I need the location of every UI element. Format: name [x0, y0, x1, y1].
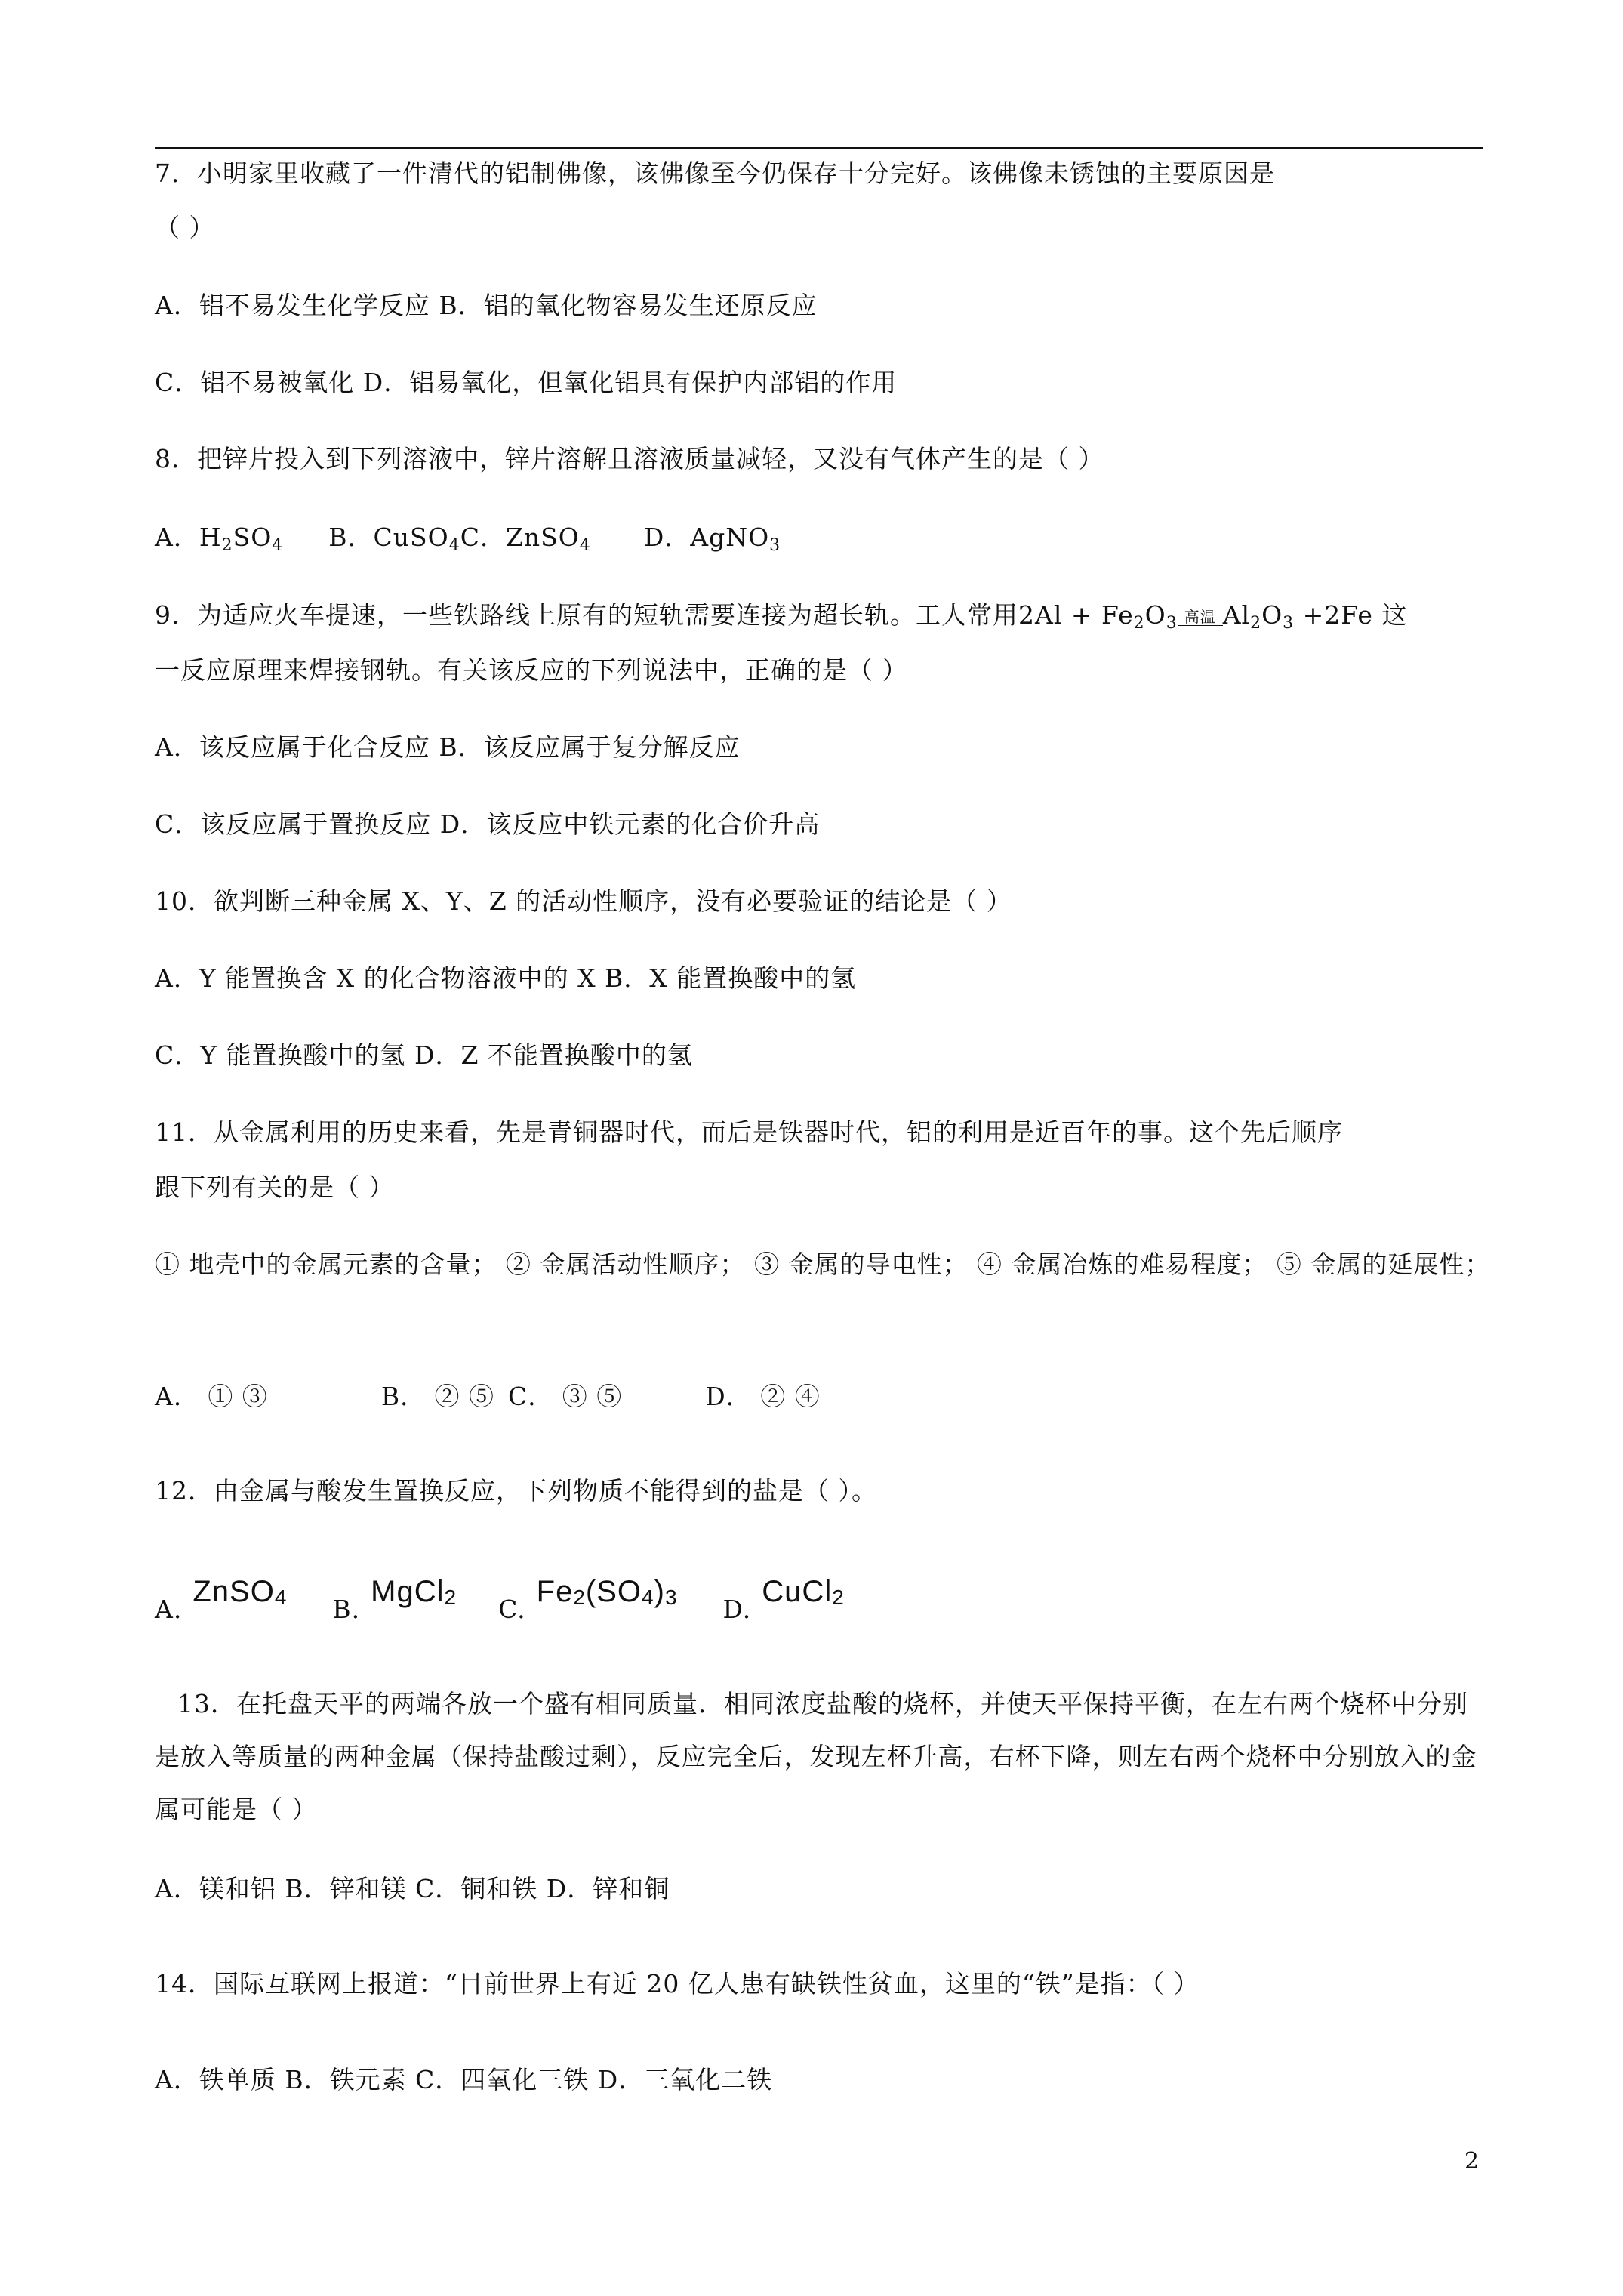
page-number: 2 — [1464, 2148, 1480, 2174]
q11-option-d: D． ② ④ — [705, 1382, 821, 1411]
q11-stem-line2: 跟下列有关的是（ ） — [155, 1173, 395, 1202]
q9-stem-line1: 9．为适应火车提速，一些铁路线上原有的短轨需要连接为超长轨。工人常用$2Al + Fe_2O_3$ 高温 $Al_2O_3 +2Fe$ 这 — [155, 600, 1408, 633]
q10-stem: 10．欲判断三种金属 X、Y、Z 的活动性顺序，没有必要验证的结论是（ ） — [155, 886, 1012, 916]
q12-options — [155, 1575, 845, 1625]
q7-stem-line1: 7．小明家里收藏了一件清代的铝制佛像，该佛像至今仍保存十分完好。该佛像未锈蚀的主要原因是 — [155, 159, 1275, 188]
q11-items: ① 地壳中的金属元素的含量； ② 金属活动性顺序； ③ 金属的导电性； ④ 金属冶炼的难易程度； ⑤ 金属的延展性； — [155, 1250, 1491, 1279]
header-rule — [155, 147, 1483, 149]
q9-equation: $2Al + Fe_2O_3$ 高温 $Al_2O_3 +2Fe$ 这 — [1018, 600, 1408, 633]
q11-option-a: A． ① ③ — [155, 1382, 268, 1411]
q7-options-cd: C．铝不易被氧化 D．铝易氧化，但氧化铝具有保护内部铝的作用 — [155, 368, 898, 397]
q13-stem: 13．在托盘天平的两端各放一个盛有相同质量．相同浓度盐酸的烧杯，并使天平保持平衡，在左右两个烧杯中分别是放入等质量的两种金属（保持盐酸过剩），反应完全后，发现左杯升高，右杯下降，则左右两个烧杯中分别放入的金属可能是（ ） — [155, 1689, 1477, 1824]
q10-options-ab: A．Y 能置换含 X 的化合物溶液中的 X B．X 能置换酸中的氢 — [155, 963, 857, 993]
q7-options-ab: A．铝不易发生化学反应 B．铝的氧化物容易发生还原反应 — [155, 291, 818, 320]
q11-options — [155, 1382, 821, 1412]
q9-options-ab: A．该反应属于化合反应 B．该反应属于复分解反应 — [155, 732, 741, 762]
q11-option-c: C． ③ ⑤ — [508, 1382, 623, 1411]
q9-reaction-condition: 高温 — [1178, 609, 1223, 626]
q8-option-c: C．ZnSO$_4$ — [460, 522, 591, 555]
q12-stem: 12．由金属与酸发生置换反应，下列物质不能得到的盐是（ ）。 — [155, 1476, 877, 1505]
q9-options-cd: C．该反应属于置换反应 D．该反应中铁元素的化合价升高 — [155, 809, 821, 839]
q14-options: A．铁单质 B．铁元素 C．四氧化三铁 D．三氧化二铁 — [155, 2065, 773, 2094]
q9-stem-line2: 一反应原理来焊接钢轨。有关该反应的下列说法中，正确的是（ ） — [155, 655, 908, 685]
q13-options: A．镁和铝 B．锌和镁 C．铜和铁 D．锌和铜 — [155, 1874, 670, 1903]
q14-stem: 14．国际互联网上报道：“目前世界上有近 20 亿人患有缺铁性贫血，这里的“铁”是指：（ ） — [155, 1969, 1200, 1999]
q8-option-a: A．$H_2SO_4$ — [155, 522, 284, 555]
q12-option-c: $C.Fe_2(SO_4)_3$ — [498, 1575, 678, 1624]
q8-option-b: B．CuSO$_4$ — [328, 522, 460, 555]
q12-option-a: A.ZnSO$_4$ — [155, 1575, 288, 1624]
q11-option-b: B． ② ⑤ — [380, 1382, 495, 1411]
q12-option-d: D.CuCl$_2$ — [722, 1575, 845, 1624]
q8-option-d: D．AgNO$_3$ — [643, 522, 781, 555]
q7-stem-line2: （ ） — [155, 213, 215, 242]
q8-stem: 8．把锌片投入到下列溶液中，锌片溶解且溶液质量减轻，又没有气体产生的是（ ） — [155, 444, 1104, 473]
q11-stem-line1: 11．从金属利用的历史来看，先是青铜器时代，而后是铁器时代，铝的利用是近百年的事。这个先后顺序 — [155, 1117, 1343, 1147]
q10-options-cd: C．Y 能置换酸中的氢 D．Z 不能置换酸中的氢 — [155, 1040, 693, 1070]
q8-options — [155, 522, 781, 553]
q12-option-b: B.MgCl$_2$ — [332, 1575, 457, 1624]
